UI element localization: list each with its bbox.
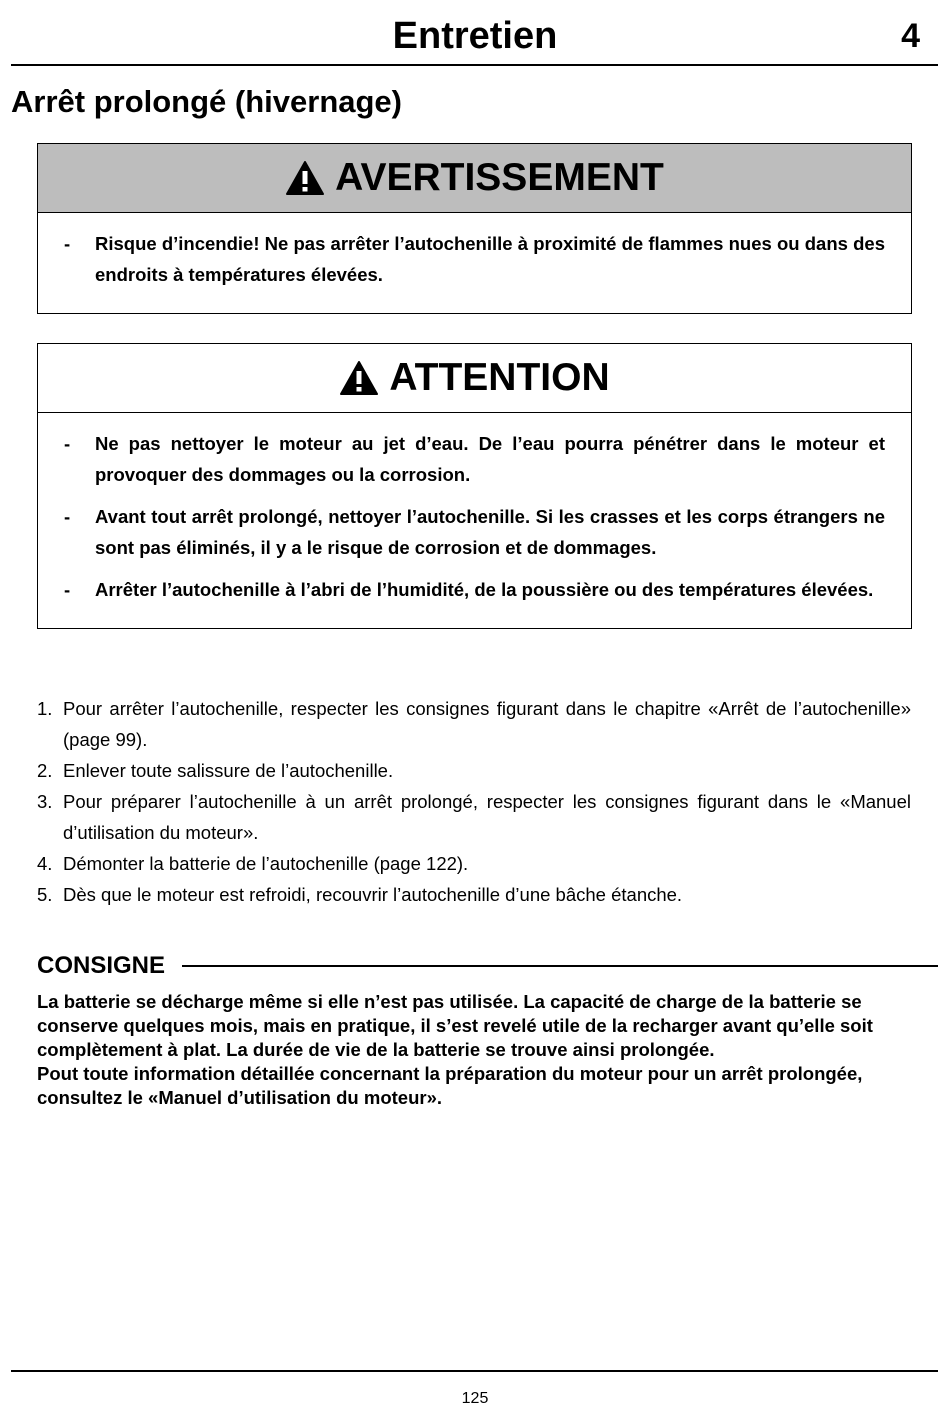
section-title: Arrêt prolongé (hivernage) — [11, 84, 402, 119]
step-text: Pour préparer l’autochenille à un arrêt prolongé, respecter les consignes figurant dans le «Manuel d’utilisation du moteur». — [63, 791, 911, 843]
step-text: Pour arrêter l’autochenille, respecter les consignes figurant dans le chapitre «Arrêt de l’autochenille» (page 99). — [63, 698, 911, 750]
caution-item-text: Ne pas nettoyer le moteur au jet d’eau. De l’eau pourra pénétrer dans le moteur et provoquer des dommages ou la corrosion. — [95, 433, 885, 485]
caution-item — [64, 501, 885, 563]
step-number: 2. — [37, 760, 53, 781]
step-number: 5. — [37, 884, 53, 905]
caution-item — [64, 428, 885, 490]
warning-item-text: Risque d’incendie! Ne pas arrêter l’autochenille à proximité de flammes nues ou dans des endroits à températures élevées. — [95, 233, 885, 285]
procedure-step — [37, 786, 911, 848]
procedure-step — [37, 879, 911, 910]
note-divider — [182, 965, 938, 967]
procedure-step — [37, 693, 911, 755]
bullet-dash: - — [64, 433, 71, 454]
warning-triangle-icon — [339, 360, 379, 396]
caution-box-body — [38, 413, 911, 628]
header-divider — [11, 64, 938, 66]
procedure-step — [37, 755, 911, 786]
step-number: 3. — [37, 791, 53, 812]
procedure-step — [37, 848, 911, 879]
procedure-steps — [37, 693, 911, 910]
step-number: 4. — [37, 853, 53, 874]
note-heading: CONSIGNE — [37, 952, 166, 979]
warning-triangle-icon — [285, 160, 325, 196]
caution-item-text: Avant tout arrêt prolongé, nettoyer l’autochenille. Si les crasses et les corps étrangers ne sont pas éliminés, il y a le risque de corrosion et de dommages. — [95, 506, 885, 558]
warning-box-header — [38, 144, 911, 213]
warning-box-heading: AVERTISSEMENT — [335, 156, 664, 199]
caution-box-header — [38, 344, 911, 413]
caution-box-heading: ATTENTION — [389, 356, 610, 399]
page-header-title: Entretien — [392, 15, 558, 57]
note-paragraph: Pout toute information détaillée concernant la préparation du moteur pour un arrêt prolongée, consultez le «Manuel d’utilisation du moteur». — [37, 1063, 863, 1108]
page-number: 125 — [461, 1390, 489, 1407]
warning-box-body — [38, 213, 911, 313]
note-paragraph: La batterie se décharge même si elle n’est pas utilisée. La capacité de charge de la batterie se conserve quelques mois, mais en pratique, il s’est revelé utile de la recharger avant qu’elle soit complètement à plat. La durée de vie de la batterie se trouve ainsi prolongée. — [37, 991, 873, 1060]
step-text: Démonter la batterie de l’autochenille (page 122). — [63, 853, 469, 874]
bullet-dash: - — [64, 506, 71, 527]
warning-item — [64, 228, 885, 290]
step-text: Dès que le moteur est refroidi, recouvrir l’autochenille d’une bâche étanche. — [63, 884, 683, 905]
note-body — [37, 990, 917, 1110]
caution-item-text: Arrêter l’autochenille à l’abri de l’humidité, de la poussière ou des températures élevées. — [95, 579, 874, 600]
bullet-dash: - — [64, 579, 71, 600]
step-number: 1. — [37, 698, 53, 719]
chapter-number: 4 — [901, 17, 920, 55]
bullet-dash: - — [64, 233, 71, 254]
footer-divider — [11, 1370, 938, 1372]
caution-item — [64, 574, 885, 605]
warning-box — [37, 143, 912, 314]
step-text: Enlever toute salissure de l’autochenille. — [63, 760, 394, 781]
caution-box — [37, 343, 912, 629]
